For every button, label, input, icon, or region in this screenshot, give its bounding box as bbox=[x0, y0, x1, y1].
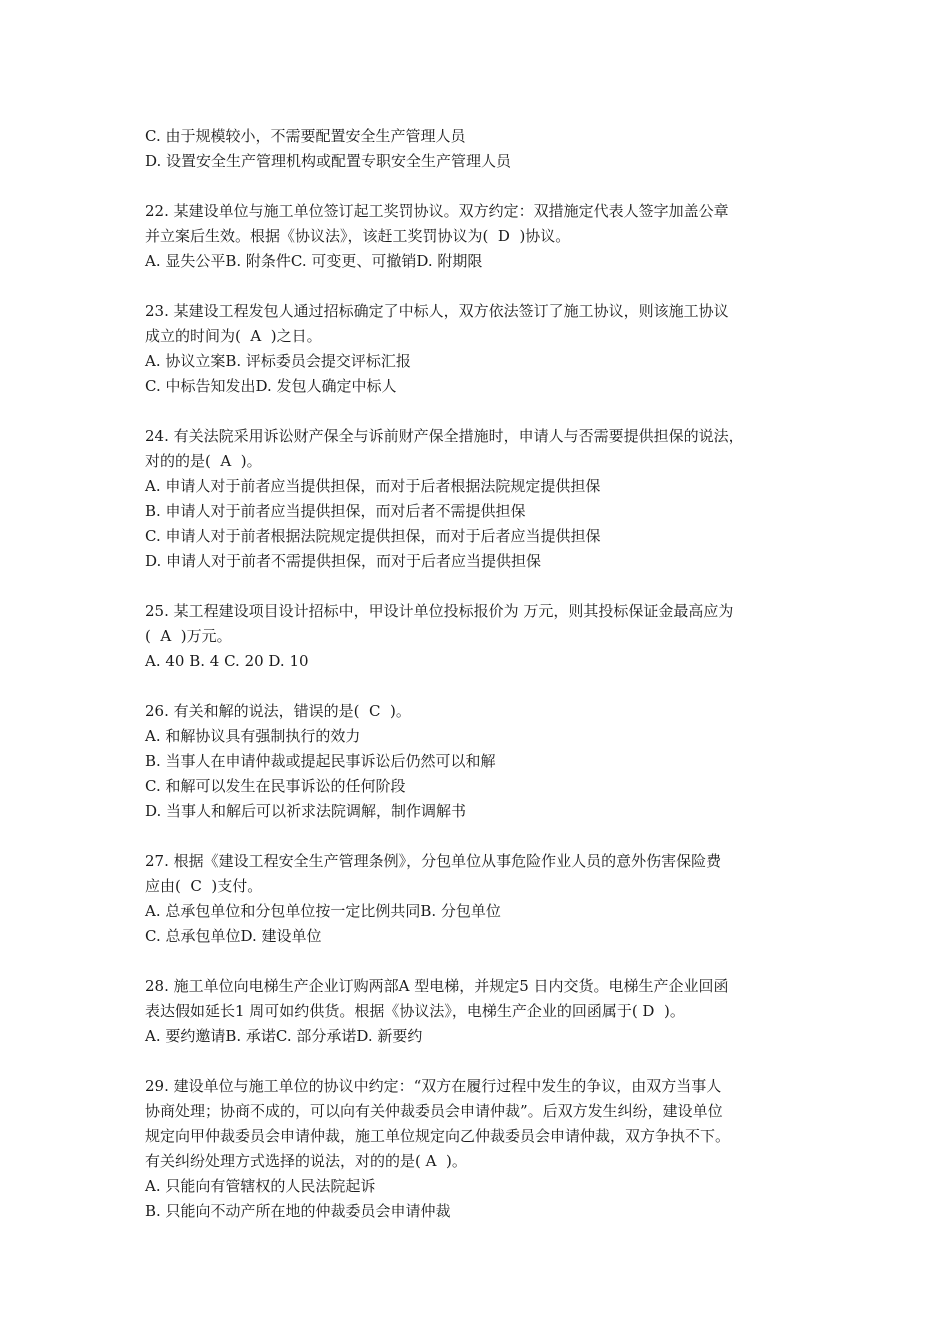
text-line: B. 只能向不动产所在地的仲裁委员会申请仲裁 bbox=[145, 1202, 451, 1220]
text-line: A. 协议立案B. 评标委员会提交评标汇报 bbox=[145, 352, 411, 370]
text-line: 规定向甲仲裁委员会申请仲裁，施工单位规定向乙仲裁委员会申请仲裁，双方争执不下。 bbox=[145, 1127, 731, 1145]
text-line: D. 设置安全生产管理机构或配置专职安全生产管理人员 bbox=[145, 152, 512, 170]
paragraph-gap bbox=[145, 274, 825, 299]
text-line: 成立的时间为( A )之日。 bbox=[145, 327, 322, 345]
paragraph-gap bbox=[145, 399, 825, 424]
text-line: A. 要约邀请B. 承诺C. 部分承诺D. 新要约 bbox=[145, 1027, 423, 1045]
paragraph-gap bbox=[145, 1049, 825, 1074]
text-line: 26. 有关和解的说法，错误的是( C )。 bbox=[145, 702, 411, 720]
text-line: C. 总承包单位D. 建设单位 bbox=[145, 927, 322, 945]
paragraph-gap bbox=[145, 174, 825, 199]
paragraph-gap bbox=[145, 674, 825, 699]
paragraph-gap bbox=[145, 824, 825, 849]
text-line: D. 申请人对于前者不需提供担保，而对于后者应当提供担保 bbox=[145, 552, 542, 570]
text-line: ( A )万元。 bbox=[145, 627, 232, 645]
text-line: 24. 有关法院采用诉讼财产保全与诉前财产保全措施时，申请人与否需要提供担保的说法， bbox=[145, 427, 744, 445]
text-line: D. 当事人和解后可以祈求法院调解，制作调解书 bbox=[145, 802, 467, 820]
text-line: A. 总承包单位和分包单位按一定比例共同B. 分包单位 bbox=[145, 902, 501, 920]
text-line: 29. 建设单位与施工单位的协议中约定：“双方在履行过程中发生的争议，由双方当事人 bbox=[145, 1077, 722, 1095]
text-line: 27. 根据《建设工程安全生产管理条例》，分包单位从事危险作业人员的意外伤害保险费 bbox=[145, 852, 722, 870]
text-line: C. 中标告知发出D. 发包人确定中标人 bbox=[145, 377, 397, 395]
text-line: A. 和解协议具有强制执行的效力 bbox=[145, 727, 361, 745]
text-line: 应由( C )支付。 bbox=[145, 877, 263, 895]
text-line: A. 申请人对于前者应当提供担保，而对于后者根据法院规定提供担保 bbox=[145, 477, 601, 495]
text-line: 并立案后生效。根据《协议法》，该赶工奖罚协议为( D )协议。 bbox=[145, 227, 571, 245]
text-line: B. 申请人对于前者应当提供担保，而对后者不需提供担保 bbox=[145, 502, 526, 520]
text-line: 23. 某建设工程发包人通过招标确定了中标人，双方依法签订了施工协议，则该施工协议 bbox=[145, 302, 729, 320]
paragraph-gap bbox=[145, 574, 825, 599]
text-line: A. 只能向有管辖权的人民法院起诉 bbox=[145, 1177, 376, 1195]
text-line: C. 申请人对于前者根据法院规定提供担保，而对于后者应当提供担保 bbox=[145, 527, 601, 545]
text-line: 协商处理；协商不成的，可以向有关仲裁委员会申请仲裁”。后双方发生纠纷，建设单位 bbox=[145, 1102, 723, 1120]
text-line: 有关纠纷处理方式选择的说法，对的的是( A )。 bbox=[145, 1152, 467, 1170]
text-line: C. 由于规模较小，不需要配置安全生产管理人员 bbox=[145, 127, 466, 145]
text-line: A. 显失公平B. 附条件C. 可变更、可撤销D. 附期限 bbox=[145, 252, 483, 270]
paragraph-gap bbox=[145, 949, 825, 974]
text-line: C. 和解可以发生在民事诉讼的任何阶段 bbox=[145, 777, 406, 795]
text-line: 表达假如延长1 周可如约供货。根据《协议法》，电梯生产企业的回函属于( D )。 bbox=[145, 1002, 685, 1020]
text-line: 25. 某工程建设项目设计招标中，甲设计单位投标报价为 万元，则其投标保证金最高应为 bbox=[145, 602, 734, 620]
text-line: A. 40 B. 4 C. 20 D. 10 bbox=[145, 652, 309, 670]
text-line: 28. 施工单位向电梯生产企业订购两部A 型电梯，并规定5 日内交货。电梯生产企业回函 bbox=[145, 977, 729, 995]
text-line: B. 当事人在申请仲裁或提起民事诉讼后仍然可以和解 bbox=[145, 752, 496, 770]
text-line: 对的的是( A )。 bbox=[145, 452, 262, 470]
document-body bbox=[145, 124, 825, 1224]
text-line: 22. 某建设单位与施工单位签订起工奖罚协议。双方约定：双措施定代表人签字加盖公章 bbox=[145, 202, 729, 220]
